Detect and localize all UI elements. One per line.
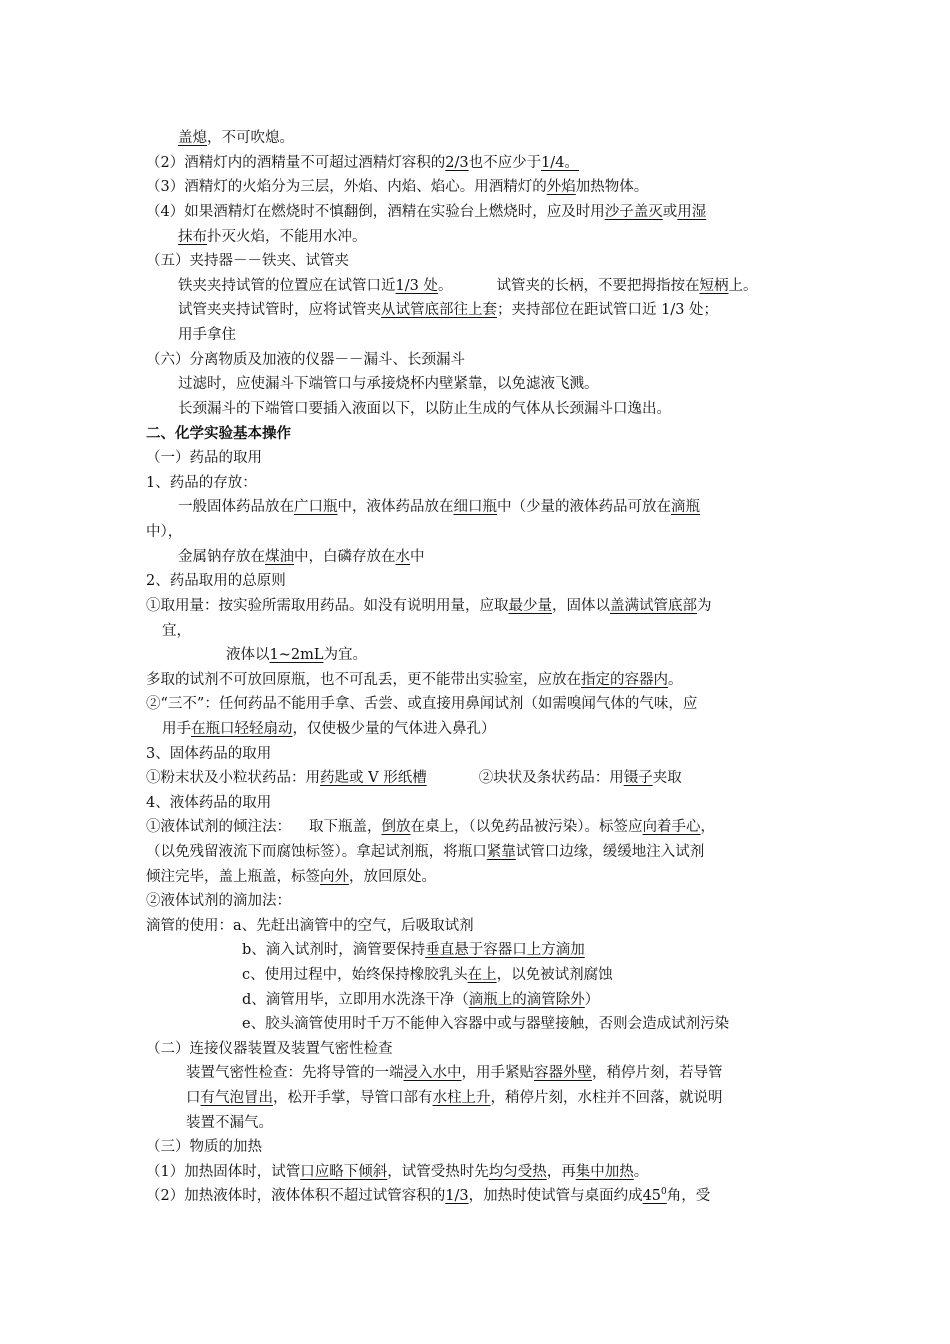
section-heading: （二）连接仪器装置及装置气密性检查: [146, 1041, 393, 1057]
text-line: 盖熄，不可吹熄。: [178, 130, 294, 146]
text-line: b、滴入试剂时，滴管要保持垂直悬于容器口上方滴加: [242, 942, 585, 958]
subsection-heading: 4、液体药品的取用: [146, 795, 272, 811]
chapter-heading: 二、化学实验基本操作: [146, 426, 291, 442]
text-line: （以免残留液流下而腐蚀标签）。拿起试剂瓶，将瓶口紧靠试管口边缘，缓缓地注入试剂: [146, 844, 705, 860]
text-line: ②液体试剂的滴加法：: [146, 893, 291, 909]
text-line: ①液体试剂的倾注法： 取下瓶盖，倒放在桌上，（以免药品被污染）。标签应向着手心，: [146, 819, 715, 835]
text-line: 倾注完毕，盖上瓶盖，标签向外，放回原处。: [146, 869, 436, 885]
text-line: 滴管的使用：a、先赶出滴管中的空气，后吸取试剂: [146, 918, 474, 934]
text-line: 装置气密性检查：先将导管的一端浸入水中，用手紧贴容器外壁，稍停片刻，若导管: [186, 1065, 723, 1081]
text-line: 用手拿住: [178, 327, 236, 343]
section-heading: （三）物质的加热: [146, 1139, 262, 1155]
text-line: 用手在瓶口轻轻扇动，仅使极少量的气体进入鼻孔）: [162, 721, 496, 737]
text-line: ①粉末状及小粒状药品：用药匙或 V 形纸槽 ②块状及条状药品：用镊子夹取: [146, 770, 682, 786]
text-line: ①取用量：按实验所需取用药品。如没有说明用量，应取最少量，固体以盖满试管底部为: [146, 598, 712, 614]
text-line: 液体以1~2mL为宜。: [226, 647, 367, 663]
text-line: （4）如果酒精灯在燃烧时不慎翻倒，酒精在实验台上燃烧时，应及时用沙子盖灭或用湿: [146, 204, 707, 220]
text-line: （2）酒精灯内的酒精量不可超过酒精灯容积的2/3也不应少于1/4。: [146, 155, 579, 171]
text-line: 口有气泡冒出，松开手掌，导管口部有水柱上升，稍停片刻，水柱并不回落，就说明: [186, 1090, 723, 1106]
text-line: （3）酒精灯的火焰分为三层，外焰、内焰、焰心。用酒精灯的外焰加热物体。: [146, 179, 649, 195]
text-line: （1）加热固体时，试管口应略下倾斜，试管受热时先均匀受热，再集中加热。: [146, 1164, 649, 1180]
text-line: ②“三不”：任何药品不能用手拿、舌尝、或直接用鼻闻试剂（如需嗅闻气体的气味，应: [146, 696, 698, 712]
text-line: 铁夹夹持试管的位置应在试管口近1/3 处。 试管夹的长柄，不要把拇指按在短柄上。: [178, 278, 758, 294]
subsection-heading: 1、药品的存放：: [146, 475, 257, 491]
text-line: （2）加热液体时，液体体积不超过试管容积的1/3，加热时使试管与桌面约成$45^0$角，受: [146, 1187, 711, 1204]
text-line: 金属钠存放在煤油中，白磷存放在水中: [178, 549, 425, 565]
subsection-heading: 2、药品取用的总原则: [146, 573, 286, 589]
text-line: 多取的试剂不可放回原瓶，也不可乱丢，更不能带出实验室，应放在指定的容器内。: [146, 672, 683, 688]
section-heading: （五）夹持器－－铁夹、试管夹: [146, 253, 349, 269]
text-line: c、使用过程中，始终保持橡胶乳头在上，以免被试剂腐蚀: [242, 967, 613, 983]
text-line: e、胶头滴管使用时千万不能伸入容器中或与器壁接触，否则会造成试剂污染: [242, 1016, 730, 1032]
section-heading: （一）药品的取用: [146, 450, 262, 466]
text-line: 试管夹夹持试管时，应将试管夹从试管底部往上套；夹持部位在距试管口近 1/3 处；: [178, 302, 719, 318]
text-line: 装置不漏气。: [186, 1115, 273, 1131]
text-line: 宜，: [162, 623, 191, 639]
subsection-heading: 3、固体药品的取用: [146, 746, 272, 762]
text-line: 一般固体药品放在广口瓶中，液体药品放在细口瓶中（少量的液体药品可放在滴瓶: [178, 499, 700, 515]
section-heading: （六）分离物质及加液的仪器－－漏斗、长颈漏斗: [146, 352, 465, 368]
text-line: d、滴管用毕，立即用水洗涤干净（滴瓶上的滴管除外）: [242, 992, 600, 1008]
text-line: 长颈漏斗的下端管口要插入液面以下，以防止生成的气体从长颈漏斗口逸出。: [178, 401, 671, 417]
text-line: 抹布扑灭火焰，不能用水冲。: [178, 229, 367, 245]
text-line: 中），: [146, 524, 183, 540]
text-line: 过滤时，应使漏斗下端管口与承接烧杯内壁紧靠，以免滤液飞溅。: [178, 376, 599, 392]
